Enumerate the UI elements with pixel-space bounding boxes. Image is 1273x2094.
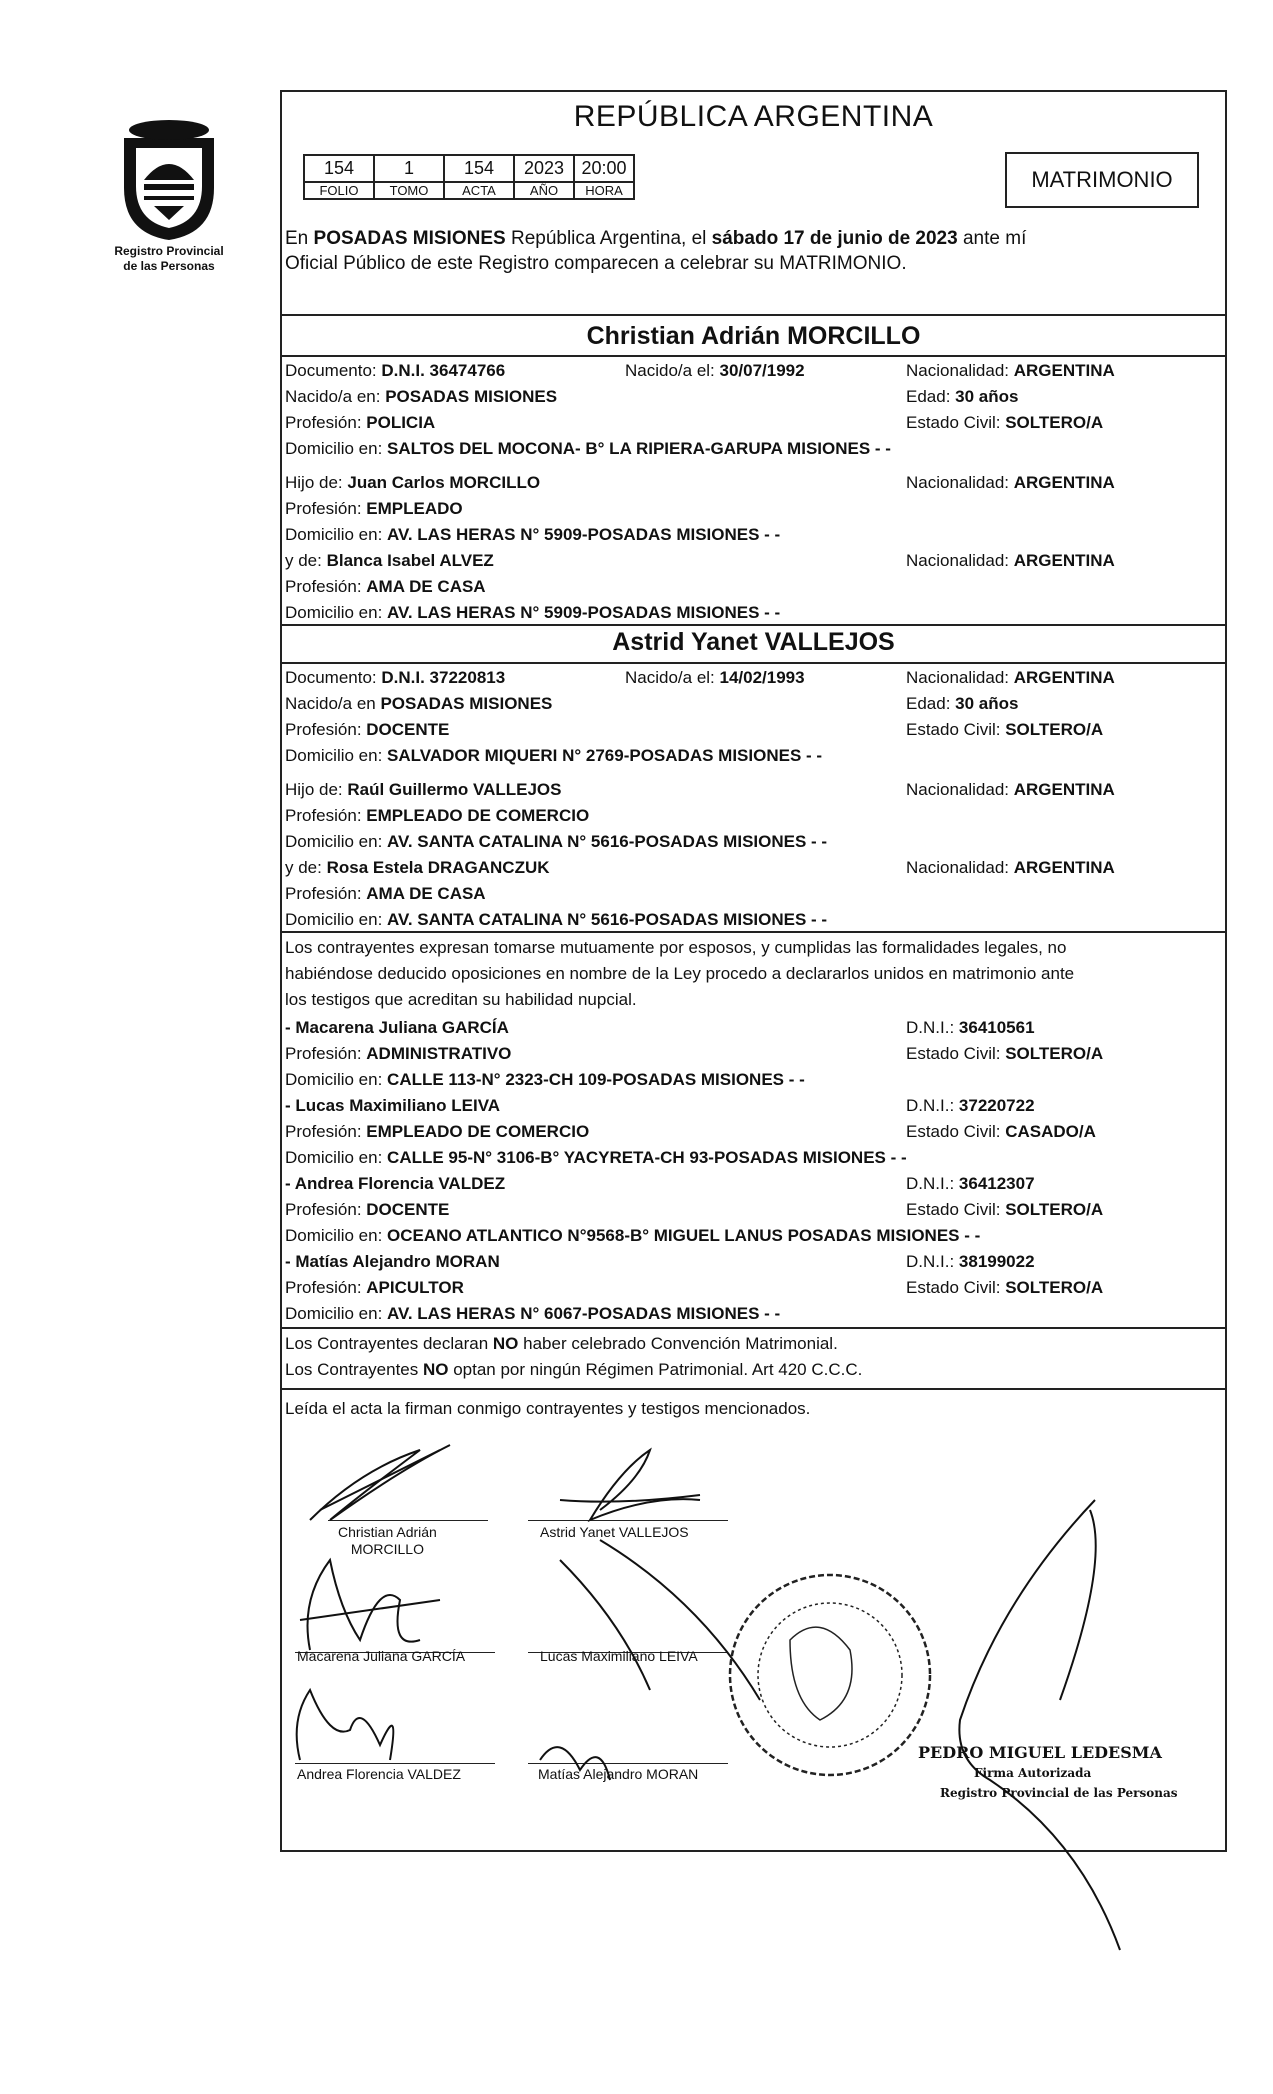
party2-father-dom [285,832,827,852]
note-text: Los Contrayentes [285,1360,423,1379]
label: Documento: [285,668,382,687]
witness-dni: 37220722 [958,1096,1035,1115]
intro-mid: República Argentina, el [505,228,712,249]
label: Profesión: [285,499,367,518]
declaration-line-3: los testigos que acreditan su habilidad nupcial. [285,990,637,1009]
witness-civil: SOLTERO/A [1005,1044,1104,1063]
witness-prof: APICULTOR [366,1278,464,1297]
party2-father [285,780,562,800]
value: Raúl Guillermo VALLEJOS [347,780,562,799]
label-line: MORCILLO [350,1541,424,1557]
party1-mother [285,551,494,571]
party2-civil [906,720,1103,740]
signature-label-groom [338,1524,437,1558]
label: Nacido/a en [285,694,381,713]
value: D.N.I. 37220813 [381,668,506,687]
label: Nacionalidad: [906,361,1014,380]
tomo-label: TOMO [374,182,444,199]
label: Nacionalidad: [906,780,1014,799]
label: Nacido/a el: [625,668,720,687]
value: 30/07/1992 [719,361,805,380]
witness-civil: SOLTERO/A [1005,1200,1104,1219]
divider [282,355,1225,357]
value: ARGENTINA [1013,780,1115,799]
party1-born [625,361,805,381]
label: Nacionalidad: [906,551,1014,570]
value: Juan Carlos MORCILLO [347,473,541,492]
signature-label-bride: Astrid Yanet VALLEJOS [540,1524,689,1540]
label: Profesión: [285,1200,367,1219]
witness-dni: 36410561 [958,1018,1035,1037]
label: Edad: [906,694,956,713]
closing-text: Leída el acta la firman conmigo contrayentes y testigos mencionados. [285,1399,811,1418]
value: AV. LAS HERAS N° 5909-POSADAS MISIONES - - [387,603,781,622]
witness-name: - Andrea Florencia VALDEZ [285,1174,506,1193]
party1-father [285,473,540,493]
value: 14/02/1993 [719,668,805,687]
registry-logo [104,118,234,298]
value: ARGENTINA [1013,858,1115,877]
year-value: 2023 [514,155,574,182]
value: ARGENTINA [1013,551,1115,570]
logo-caption-1: Registro Provincial [114,244,224,258]
label-line: Christian Adrián [338,1524,437,1540]
party1-dom [285,439,891,459]
value: SOLTERO/A [1005,720,1104,739]
label: Domicilio en: [285,439,388,458]
divider [282,624,1225,626]
label: Domicilio en: [285,910,388,929]
party2-birthplace [285,694,552,714]
signature-label-witness-1: Macarena Juliana GARCÍA [297,1648,466,1664]
year-label: AÑO [514,182,574,199]
witness-dni: 38199022 [958,1252,1035,1271]
witness-dom: OCEANO ATLANTICO N°9568-B° MIGUEL LANUS POSADAS MISIONES - - [387,1226,981,1245]
divider [282,662,1225,664]
label: Domicilio en: [285,1070,388,1089]
declaration-line-1: Los contrayentes expresan tomarse mutuamente por esposos, y cumplidas las formalidades legales, no [285,938,1067,957]
party2-mother [285,858,550,878]
party2-mother-nat [906,858,1115,878]
note-text: optan por ningún Régimen Patrimonial. Art 420 C.C.C. [448,1360,863,1379]
intro-text [285,226,1220,276]
value: SALVADOR MIQUERI N° 2769-POSADAS MISIONES - - [387,746,823,765]
label: D.N.I.: [906,1174,959,1193]
label: D.N.I.: [906,1252,959,1271]
party2-father-prof [285,806,589,826]
label: Domicilio en: [285,1304,388,1323]
label: Profesión: [285,1044,367,1063]
note-1 [285,1331,1220,1357]
party1-name: Christian Adrián MORCILLO [586,322,921,350]
label: Domicilio en: [285,832,388,851]
party1-father-dom [285,525,780,545]
value: 30 años [955,694,1019,713]
value: 30 años [955,387,1019,406]
party1-mother-nat [906,551,1115,571]
witness-dni: 36412307 [958,1174,1035,1193]
divider [282,1327,1225,1329]
value: DOCENTE [366,720,450,739]
hour-label: HORA [574,182,634,199]
party2-father-nat [906,780,1115,800]
signature-line [328,1520,488,1521]
label: Nacionalidad: [906,858,1014,877]
value: D.N.I. 36474766 [381,361,506,380]
value: Rosa Estela DRAGANCZUK [326,858,550,877]
intro-place: POSADAS MISIONES [313,228,506,249]
signature-line [528,1763,728,1764]
label: Domicilio en: [285,603,388,622]
intro-date: sábado 17 de junio de 2023 [711,228,958,249]
party1-mother-prof [285,577,486,597]
witness-name: - Lucas Maximiliano LEIVA [285,1096,501,1115]
witness-prof: EMPLEADO DE COMERCIO [366,1122,590,1141]
declaration-line-2: habiéndose deducido oposiciones en nombre de la Ley procedo a declararlos unidos en matrimonio ante [285,964,1075,983]
label: Hijo de: [285,780,348,799]
party1-civil [906,413,1103,433]
intro-prefix: En [285,228,314,249]
party2-nat [906,668,1115,688]
label: Profesión: [285,720,367,739]
folio-label: FOLIO [304,182,374,199]
label: Nacionalidad: [906,473,1014,492]
party1-mother-dom [285,603,780,623]
party2-prof [285,720,449,740]
hour-value: 20:00 [574,155,634,182]
label: Profesión: [285,1278,367,1297]
note-bold: NO [492,1334,519,1353]
value: ARGENTINA [1013,361,1115,380]
value: EMPLEADO DE COMERCIO [366,806,590,825]
label: Domicilio en: [285,1226,388,1245]
signature-line [295,1763,495,1764]
label: Documento: [285,361,382,380]
label: Domicilio en: [285,525,388,544]
label: Profesión: [285,577,367,596]
official-office: Registro Provincial de las Personas [940,1786,1178,1800]
folio-value: 154 [304,155,374,182]
witness-civil: SOLTERO/A [1005,1278,1104,1297]
label: Nacido/a el: [625,361,720,380]
note-text: haber celebrado Convención Matrimonial. [518,1334,838,1353]
signature-label-witness-3: Andrea Florencia VALDEZ [297,1766,461,1782]
party1-nat [906,361,1115,381]
label: Nacido/a en: [285,387,386,406]
label: D.N.I.: [906,1018,959,1037]
label: y de: [285,551,327,570]
value: AV. SANTA CATALINA N° 5616-POSADAS MISIONES - - [387,910,828,929]
acta-label: ACTA [444,182,514,199]
signature-label-witness-2: Lucas Maximiliano LEIVA [540,1648,698,1664]
witness-name: - Matías Alejandro MORAN [285,1252,500,1271]
label: Profesión: [285,413,367,432]
value: AMA DE CASA [366,884,486,903]
party2-age [906,694,1018,714]
label: Estado Civil: [906,1200,1006,1219]
party2-mother-prof [285,884,486,904]
party1-father-nat [906,473,1115,493]
label: Nacionalidad: [906,668,1014,687]
label: Profesión: [285,884,367,903]
value: Blanca Isabel ALVEZ [326,551,494,570]
label: Edad: [906,387,956,406]
provincial-seal-icon [114,118,224,243]
official-block [918,1743,1178,1803]
tomo-value: 1 [374,155,444,182]
label: Estado Civil: [906,413,1006,432]
value: ARGENTINA [1013,668,1115,687]
note-bold: NO [422,1360,449,1379]
divider [282,931,1225,933]
logo-caption-2: de las Personas [123,259,215,273]
party2-doc [285,668,505,688]
witness-dom: CALLE 113-N° 2323-CH 109-POSADAS MISIONES - - [387,1070,805,1089]
value: SOLTERO/A [1005,413,1104,432]
party1-age [906,387,1018,407]
note-text: Los Contrayentes declaran [285,1334,493,1353]
regime-notes [285,1331,1220,1383]
party2-born [625,668,805,688]
intro-line-2: Oficial Público de este Registro comparecen a celebrar su MATRIMONIO. [285,253,907,274]
divider [282,1388,1225,1390]
label: Profesión: [285,806,367,825]
witness-dom: AV. LAS HERAS N° 6067-POSADAS MISIONES - - [387,1304,781,1323]
label: Estado Civil: [906,1278,1006,1297]
witness-prof: DOCENTE [366,1200,450,1219]
divider [282,314,1225,316]
party1-prof [285,413,435,433]
party2-dom [285,746,822,766]
label: Domicilio en: [285,746,388,765]
intro-suffix: ante mí [957,228,1027,249]
witness-name: - Macarena Juliana GARCÍA [285,1018,509,1037]
party1-birthplace [285,387,557,407]
label: D.N.I.: [906,1096,959,1115]
label: Domicilio en: [285,1148,388,1167]
value: POSADAS MISIONES [385,387,558,406]
party2-name: Astrid Yanet VALLEJOS [612,628,895,656]
label: Estado Civil: [906,1122,1006,1141]
value: AV. SANTA CATALINA N° 5616-POSADAS MISIONES - - [387,832,828,851]
declaration [285,935,1220,1013]
note-2 [285,1357,1220,1383]
label: Hijo de: [285,473,348,492]
witness-dom: CALLE 95-N° 3106-B° YACYRETA-CH 93-POSADAS MISIONES - - [387,1148,907,1167]
witness-civil: CASADO/A [1005,1122,1096,1141]
act-reference-boxes [303,154,635,200]
label: Estado Civil: [906,1044,1006,1063]
value: AV. LAS HERAS N° 5909-POSADAS MISIONES - - [387,525,781,544]
value: ARGENTINA [1013,473,1115,492]
label: y de: [285,858,327,877]
party1-father-prof [285,499,463,519]
signature-line [528,1520,728,1521]
act-type-box: MATRIMONIO [1005,152,1199,208]
value: EMPLEADO [366,499,463,518]
value: POSADAS MISIONES [380,694,553,713]
party2-mother-dom [285,910,827,930]
official-role: Firma Autorizada [974,1766,1092,1780]
value: AMA DE CASA [366,577,486,596]
party1-doc [285,361,505,381]
country-title: REPÚBLICA ARGENTINA [573,100,934,133]
value: POLICIA [366,413,436,432]
witness-prof: ADMINISTRATIVO [366,1044,512,1063]
label: Profesión: [285,1122,367,1141]
signature-label-witness-4: Matías Alejandro MORAN [538,1766,699,1782]
acta-value: 154 [444,155,514,182]
label: Estado Civil: [906,720,1006,739]
official-name: PEDRO MIGUEL LEDESMA [918,1743,1162,1762]
value: SALTOS DEL MOCONA- B° LA RIPIERA-GARUPA MISIONES - - [387,439,891,458]
